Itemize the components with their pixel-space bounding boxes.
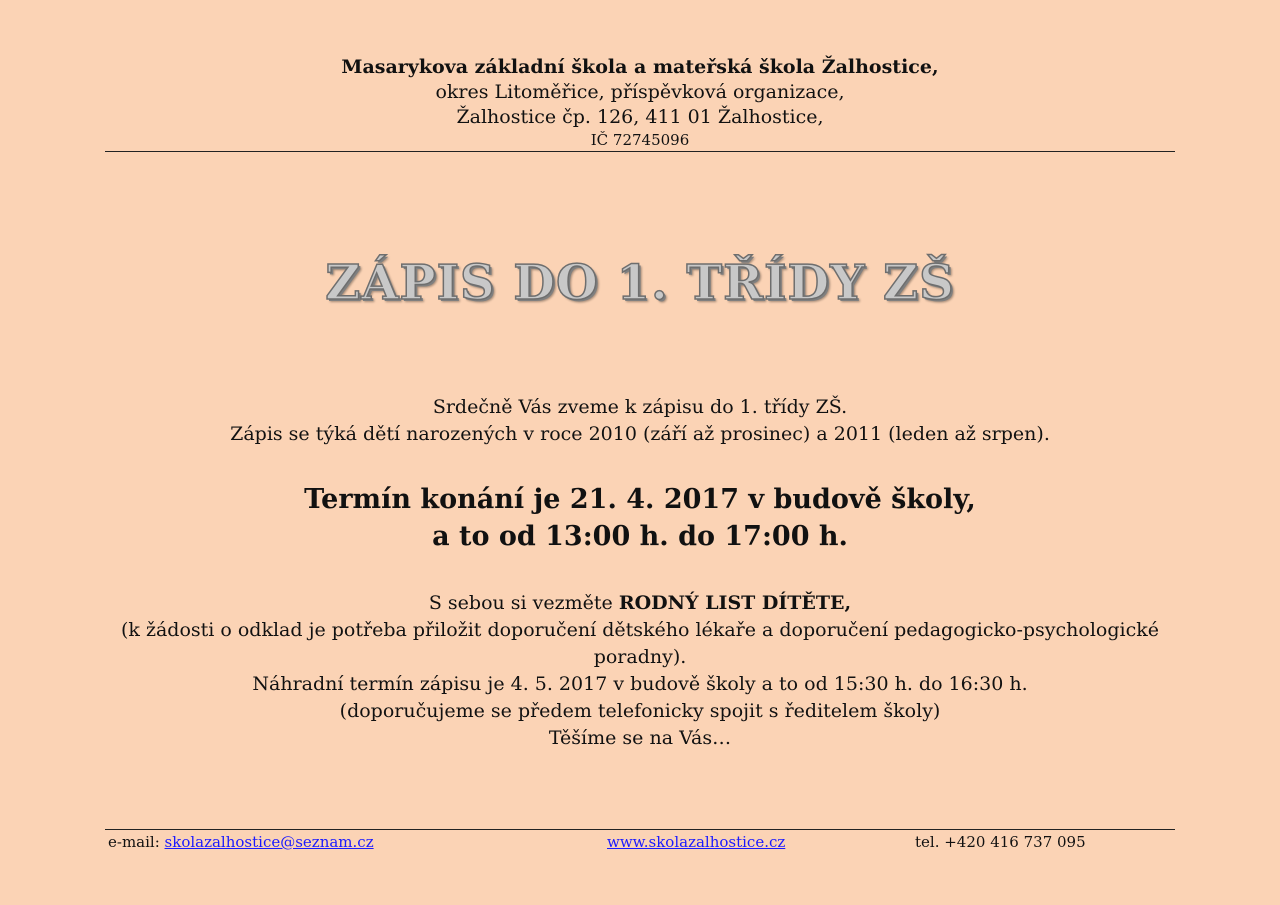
enrollment-details: [0, 590, 1280, 752]
letterhead: [0, 55, 1280, 150]
contact-recommendation: (doporučujeme se předem telefonicky spojit s ředitelem školy): [339, 700, 941, 722]
header-divider: [105, 151, 1175, 152]
footer-email: [108, 832, 374, 852]
enrollment-date-line-1: Termín konání je 21. 4. 2017 v budově školy,: [304, 484, 976, 515]
bring-documents: [0, 590, 1280, 617]
closing-line: Těšíme se na Vás…: [548, 727, 732, 749]
postponement-note: (k žádosti o odklad je potřeba přiložit doporučení dětského lékaře a doporučení pedagogicko-psychologické poradny).: [120, 619, 1160, 668]
school-ico: IČ 72745096: [590, 131, 690, 149]
email-label: e-mail:: [108, 833, 165, 851]
enrollment-date: [0, 481, 1280, 555]
school-address: Žalhostice čp. 126, 411 01 Žalhostice,: [456, 106, 824, 128]
footer-phone: tel. +420 416 737 095: [915, 833, 1086, 851]
invitation-text: [0, 394, 1280, 448]
birth-certificate-note: RODNÝ LIST DÍTĚTE,: [618, 592, 852, 614]
invitation-line-1: Srdečně Vás zveme k zápisu do 1. třídy ZŠ.: [432, 396, 848, 418]
footer-divider: [105, 829, 1175, 830]
footer-website: [607, 832, 785, 852]
alternate-date: Náhradní termín zápisu je 4. 5. 2017 v budově školy a to od 15:30 h. do 16:30 h.: [252, 673, 1028, 695]
website-link[interactable]: www.skolazalhostice.cz: [607, 833, 786, 851]
bring-documents-prefix: S sebou si vezměte: [428, 592, 619, 614]
school-name: Masarykova základní škola a mateřská škola Žalhostice,: [341, 56, 939, 78]
enrollment-date-line-2: a to od 13:00 h. do 17:00 h.: [432, 521, 848, 552]
email-link[interactable]: skolazalhostice@seznam.cz: [164, 833, 374, 851]
invitation-line-2: Zápis se týká dětí narozených v roce 2010 (září až prosinec) a 2011 (leden až srpen).: [230, 423, 1050, 445]
school-district: okres Litoměřice, příspěvková organizace,: [435, 81, 845, 103]
page-title: ZÁPIS DO 1. TŘÍDY ZŠ: [325, 255, 955, 311]
